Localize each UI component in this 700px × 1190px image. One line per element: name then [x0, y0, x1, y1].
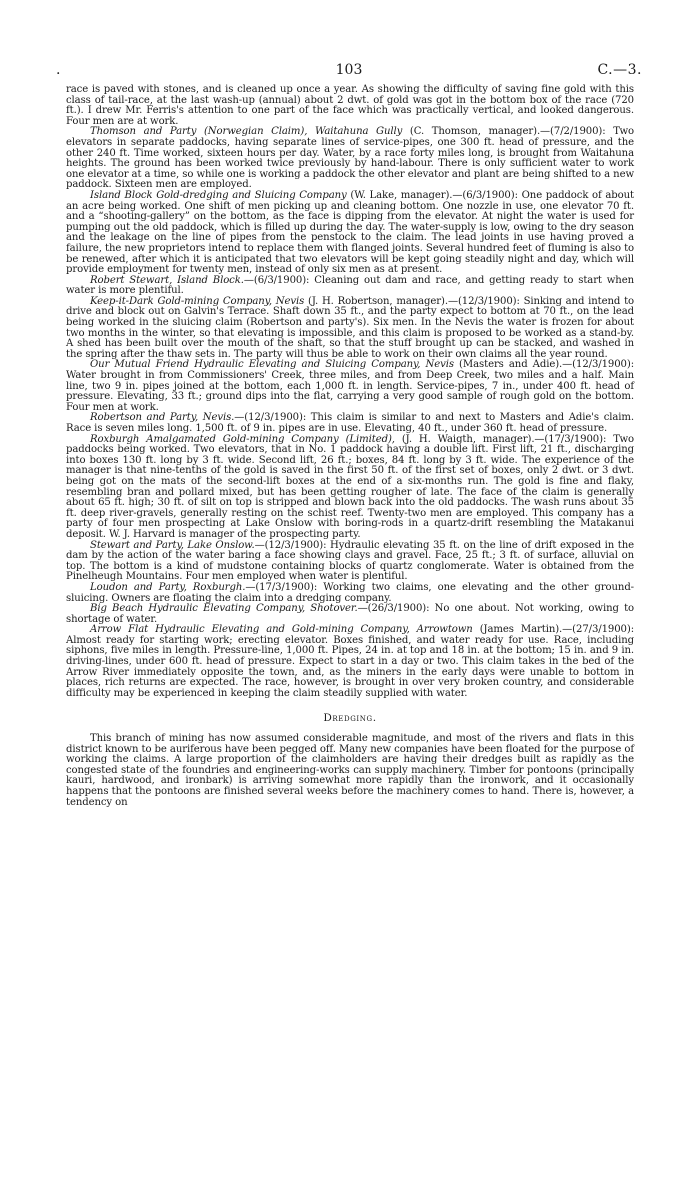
header-dot: . — [56, 62, 61, 78]
paragraph-text: —(17/3/1900): Working two claims, one elevating and the other ground-sluicing. Owners are floating the claim into a dredging company. — [66, 581, 634, 604]
report-paragraph — [66, 191, 634, 276]
report-paragraph — [66, 413, 634, 434]
document-body — [66, 85, 634, 808]
page-number: 103 — [335, 62, 363, 78]
paragraph-text: race is paved with stones, and is cleaned up once a year. As showing the difficulty of saving fine gold with this class of tail-race, at the last wash-up (annual) about 2 dwt. of gold was got in the bottom box of the race (720 ft.). I drew Mr. Ferris's attention to one part of the face which was practically vertical, and looked dangerous. Four men are at work. — [66, 84, 634, 127]
claim-name: Thomson and Party (Norwegian Claim), Waitahuna Gully — [90, 126, 403, 138]
section-paragraph: This branch of mining has now assumed considerable magnitude, and most of the rivers and flats in this district known to be auriferous have been pegged off. Many new companies have been floated for the purpose of working the claims. A large proportion of the claimholders are having their dredges built as rapidly as the congested state of the foundries and engineering-works can supply machinery. Timber for pontoons (principally kauri, hardwood, and ironbark) is arriving somewhat more rapidly than the ironwork, and it occasionally happens that the pontoons are finished several weeks before the machinery comes to hand. There is, however, a tendency on — [66, 733, 634, 808]
paragraph-text: —(12/3/1900): This claim is similar to and next to Masters and Adie's claim. Race is seven miles long. 1,500 ft. of 9 in. pipes are in use. Elevating, 40 ft., under 360 ft. head of pressure. — [66, 412, 634, 434]
paragraph-text: (James Martin).—(27/3/1900): Almost ready for starting work; erecting elevator. Boxes finished, and water ready for use. Race, including siphons, five miles in length. Pressure-line, 1,000 ft. Pipes, 24 in. at top and 18 in. at the bottom; 15 in. and 9 in. driving-lines, under 600 ft. head of pressure. Expect to start in a day or two. This claim takes in the bed of the Arrow River immediately opposite the town, and, as the miners in the early days were unable to bottom in places, rich returns are expected. The race, however, is brought in over very broken country, and considerable difficulty may be experienced in keeping the claim steadily supplied with water. — [66, 624, 634, 699]
paragraph-text: —(26/3/1900): No one about. Not working, owing to shortage of water. — [66, 603, 635, 625]
claim-name: Robert Stewart, Island Block. — [90, 274, 244, 286]
report-paragraph — [66, 127, 634, 191]
claim-name: Roxburgh Amalgamated Gold-mining Company (Limited), — [90, 433, 395, 445]
paragraph-text: (J. H. Robertson, manager).—(12/3/1900): Sinking and intend to drive and block out on Galvin's Terrace. Shaft down 35 ft., and the party expect to bottom at 70 ft., on the lead being worked in the sluicing claim (Robertson and party's). Six men. In the Nevis the water is frozen for about two months in the winter, so that elevating is impossible, and this claim is proposed to be worked as a stand-by. A shed has been built over the mouth of the shaft, so that the stuff brought up can be stacked, and washed in the spring after the thaw sets in. The party will thus be able to work on their own claims all the year round. — [66, 295, 634, 360]
section-heading: Dredging. — [323, 712, 377, 725]
claim-name: Arrow Flat Hydraulic Elevating and Gold-mining Company, Arrowtown — [90, 624, 473, 636]
claim-name: Robertson and Party, Nevis. — [90, 412, 235, 424]
report-paragraphs — [66, 85, 634, 699]
claim-name: Keep-it-Dark Gold-mining Company, Nevis — [90, 295, 305, 307]
document-reference: C.—3. — [597, 62, 642, 78]
claim-name: Big Beach Hydraulic Elevating Company, Shotover. — [90, 603, 358, 615]
report-paragraph — [66, 625, 634, 699]
paragraph-text: (J. H. Waigth, manager).—(17/3/1900): Two paddocks being worked. Two elevators, that in No. 1 paddock having a double lift. First lift, 21 ft., discharging into boxes 130 ft. long by 3 ft. wide. Second lift, 26 ft.; boxes, 84 ft. long by 3 ft. wide. The experience of the manager is that nine-tenths of the gold is saved in the first 50 ft. of the first set of boxes, only 2 dwt. or 3 dwt. being got on the mats of the second-lift boxes at the end of a six-months run. The gold is fine and flaky, resembling bran and pollard mixed, but has been getting rougher of late. The face of the claim is generally about 65 ft. high; 30 ft. of silt on top is stripped and blown back into the old paddocks. The wash runs about 35 ft. deep river-gravels, generally resting on the schist reef. Twenty-two men are employed. This company has a party of four men prospecting at Lake Onslow with boring-rods in a quartz-drift resembling the Matakanui deposit. W. J. Harvard is manager of the prospecting party. — [66, 433, 634, 540]
report-paragraph — [66, 541, 634, 583]
paragraph-text: (C. Thomson, manager).—(7/2/1900): Two elevators in separate paddocks, having separate lines of service-pipes, one 300 ft. head of pressure, and the other 240 ft. Time worked, sixteen hours per day. Water, by a race forty miles long, is brought from Waitahuna heights. The ground has been worked twice previously by hand-labour. There is only sufficient water to work one elevator at a time, so while one is working a paddock the other elevator and plant are being shifted to a new paddock. Sixteen men are employed. — [66, 126, 634, 191]
claim-name: Stewart and Party, Lake Onslow. — [90, 539, 255, 551]
page-header — [56, 62, 642, 80]
report-paragraph — [66, 435, 634, 541]
paragraph-text: —(6/3/1900): Cleaning out dam and race, and getting ready to start when water is more plentiful. — [66, 274, 634, 297]
report-paragraph — [66, 604, 634, 625]
report-paragraph — [66, 583, 634, 604]
claim-name: Island Block Gold-dredging and Sluicing Company — [90, 189, 347, 201]
report-paragraph — [66, 276, 634, 297]
report-paragraph — [66, 360, 634, 413]
paragraph-text: (W. Lake, manager).—(6/3/1900): One paddock of about an acre being worked. One shift of men picking up and cleaning bottom. One nozzle in use, one elevator 70 ft. and a “shooting-gallery” on the bottom, as the face is dipping from the elevator. At night the water is used for pumping out the old paddock, which is filled up during the day. The water-supply is low, owing to the dry season and the leakage on the line of pipes from the penstock to the claim. The lead joints in use having proved a failure, the new proprietors intend to replace them with flanged joints. Several hundred feet of fluming is also to be renewed, after which it is anticipated that two elevators will be kept going steadily night and day, which will provide employment for twenty men, instead of only six men as at present. — [66, 189, 635, 276]
paragraph-text: (Masters and Adie).—(12/3/1900): Water brought in from Commissioners' Creek, three miles, and from Deep Creek, two miles and a half. Main line, two 9 in. pipes joined at the bottom, each 1,000 ft. in length. Service-pipes, 7 in., under 400 ft. head of pressure. Elevating, 33 ft.; ground dips into the flat, carrying a very good sample of rough gold on the bottom. Four men at work. — [66, 359, 634, 413]
report-paragraph — [66, 85, 634, 127]
claim-name: Loudon and Party, Roxburgh. — [90, 581, 246, 593]
report-paragraph — [66, 297, 634, 361]
paragraph-text: —(12/3/1900): Hydraulic elevating 35 ft. on the line of drift exposed in the dam by the action of the water baring a face showing clays and gravel. Face, 25 ft.; 3 ft. of surface, alluvial on top. The bottom is a kind of mudstone containing blocks of quartz conglomerate. Water is obtained from the Pinelheugh Mountains. Four men employed when water is plentiful. — [66, 539, 634, 583]
claim-name: Our Mutual Friend Hydraulic Elevating and Sluicing Company, Nevis — [90, 359, 454, 371]
